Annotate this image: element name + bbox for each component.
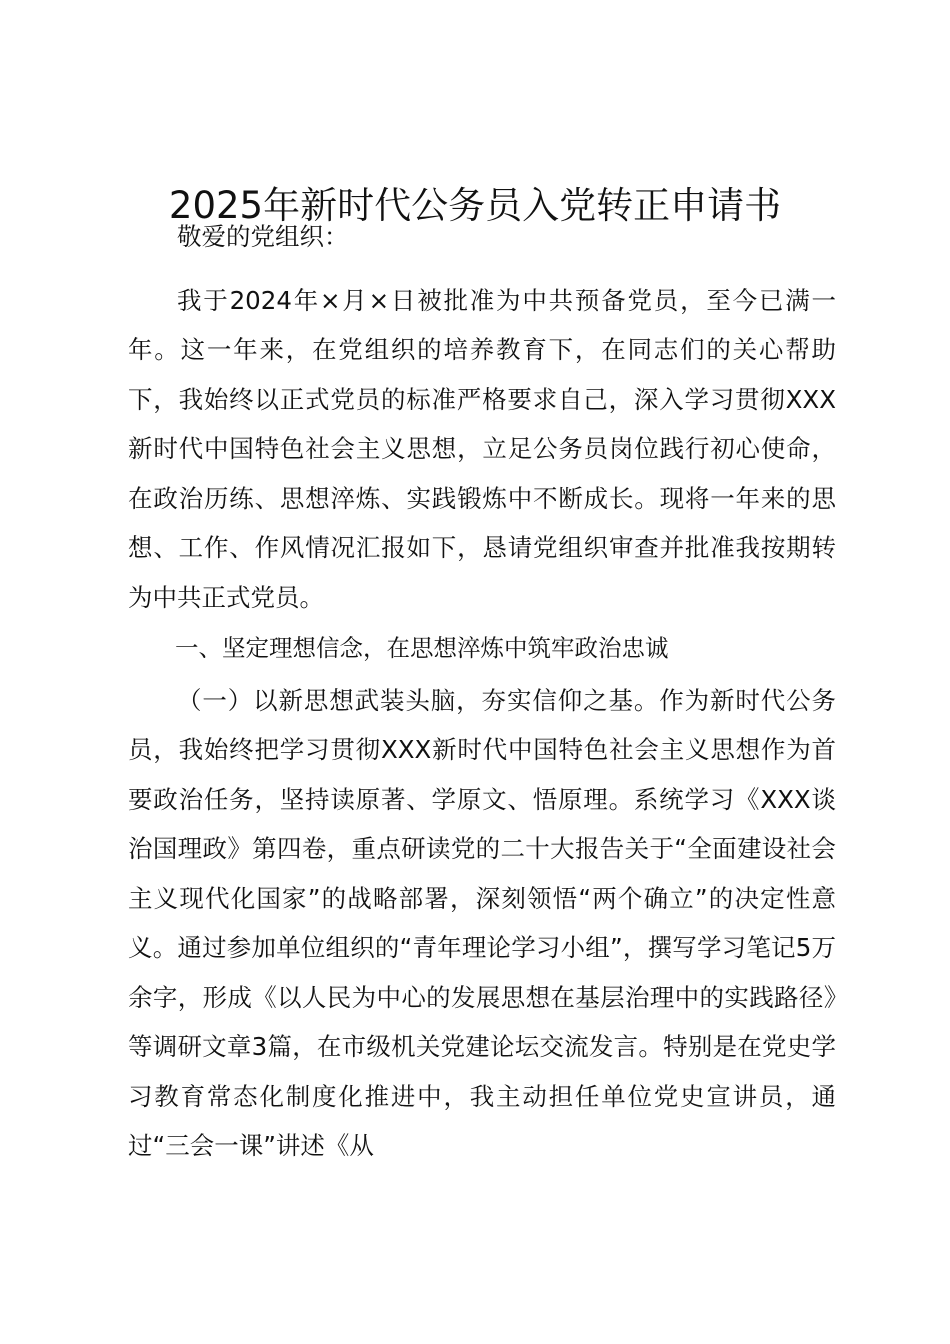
salutation: 敬爱的党组织： [177, 222, 349, 251]
section-paragraph: （一）以新思想武装头脑，夯实信仰之基。作为新时代公务员，我始终把学习贯彻XXX新时代中国特色社会主义思想作为首要政治任务，坚持读原著、学原文、悟原理。系统学习《XXX谈治国理政》第四卷，重点研读党的二十大报告关于“全面建设社会主义现代化国家”的战略部署，深刻领悟“两个确立”的决定性意义。通过参加单位组织的“青年理论学习小组”，撰写学习笔记5万余字，形成《以人民为中心的发展思想在基层治理中的实践路径》等调研文章3篇，在市级机关党建论坛交流发言。特别是在党史学习教育常态化制度化推进中，我主动担任单位党史宣讲员，通过“三会一课”讲述《从 [128, 685, 836, 1160]
document-body [128, 212, 836, 1171]
section-heading: 一、坚定理想信念，在思想淬炼中筑牢政治忠诚 [175, 634, 669, 662]
document-title: 2025年新时代公务员入党转正申请书 [168, 184, 782, 227]
paragraph-intro: 我于2024年×月×日被批准为中共预备党员，至今已满一年。这一年来，在党组织的培养教育下，在同志们的关心帮助下，我始终以正式党员的标准严格要求自己，深入学习贯彻XXX新时代中国特色社会主义思想，立足公务员岗位践行初心使命，在政治历练、思想淬炼、实践锻炼中不断成长。现将一年来的思想、工作、作风情况汇报如下，恳请党组织审查并批准我按期转为中共正式党员。 [128, 285, 836, 612]
